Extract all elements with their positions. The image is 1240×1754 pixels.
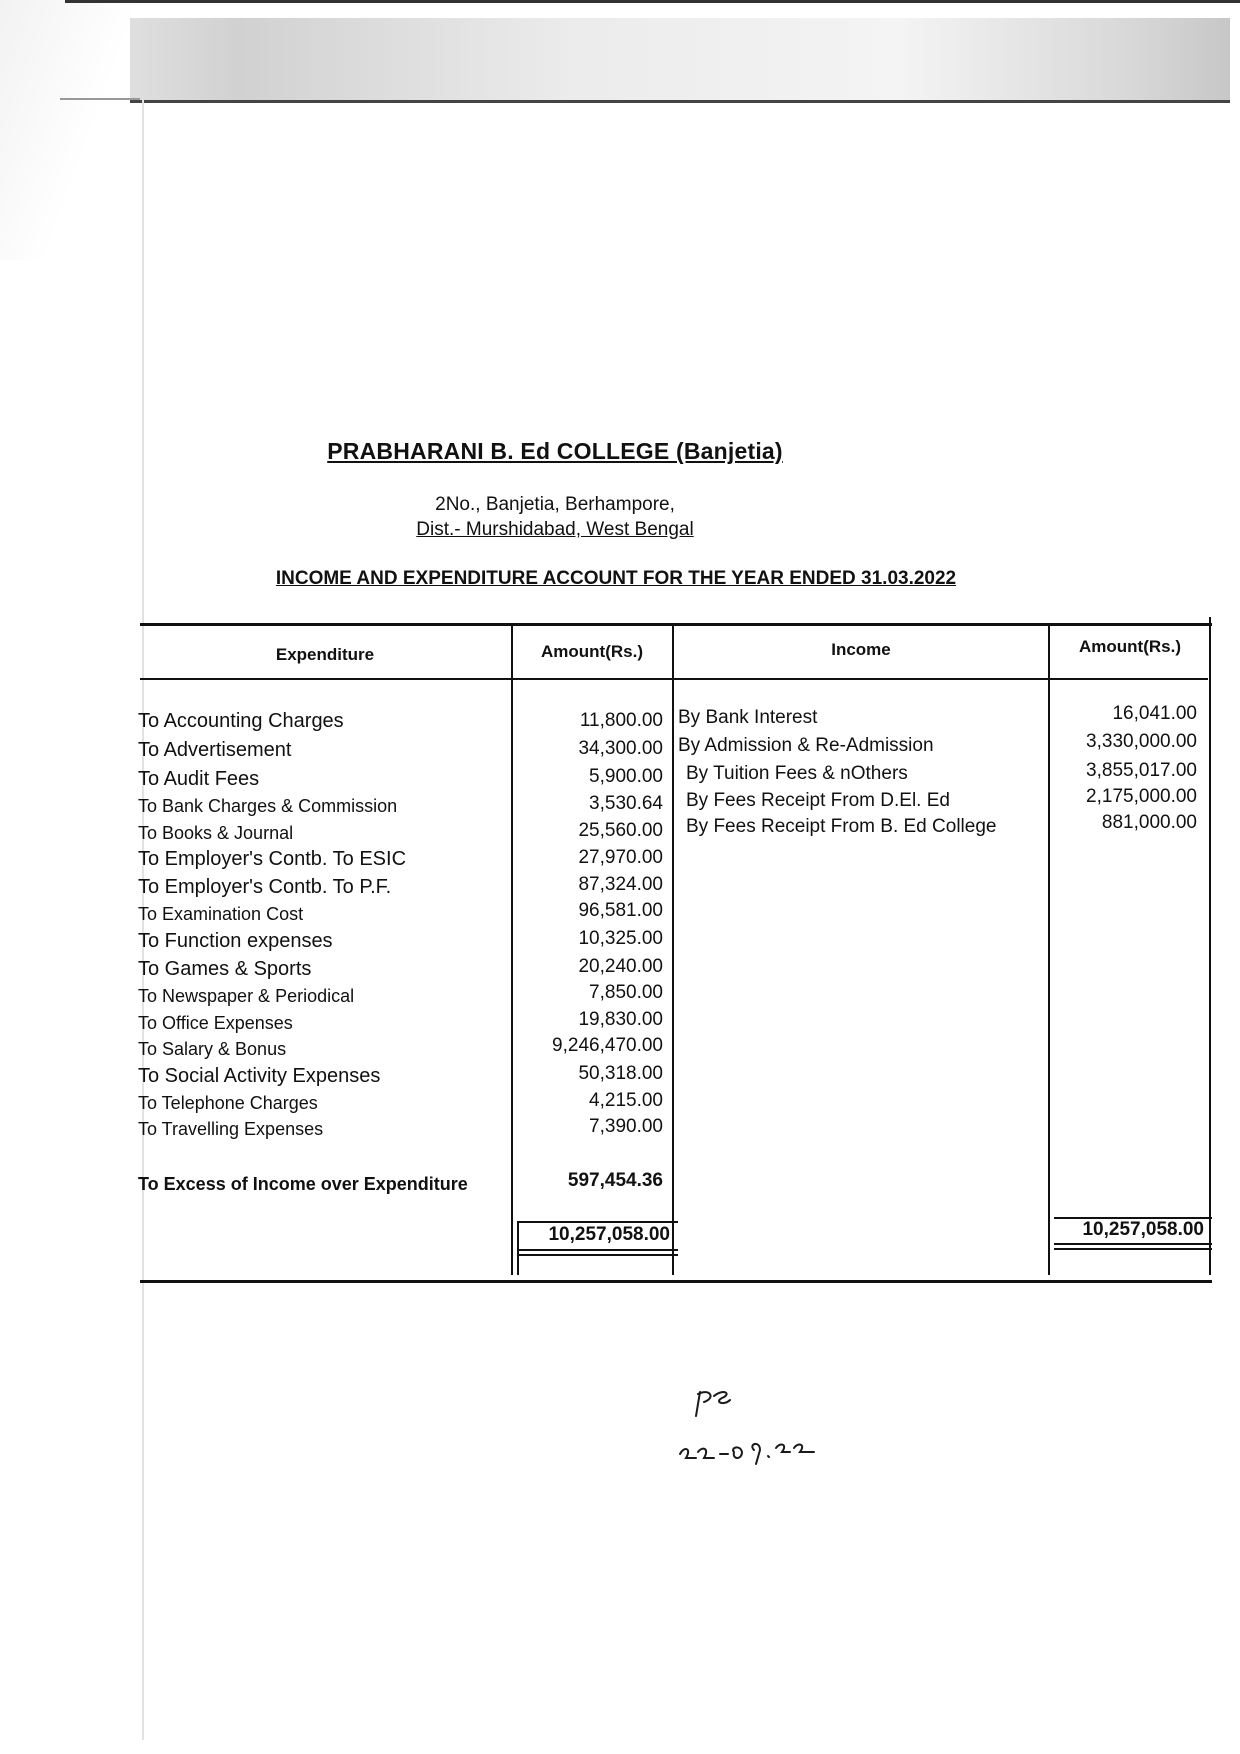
- exp-total-left: [517, 1221, 519, 1275]
- income-amount: 881,000.00: [1101, 812, 1197, 833]
- expenditure-amount: 27,970.00: [578, 847, 663, 868]
- statement-title: INCOME AND EXPENDITURE ACCOUNT FOR THE YEAR ENDED 31.03.2022: [275, 568, 957, 589]
- exp-total-underline-2: [518, 1254, 678, 1256]
- inc-total-underline-2: [1054, 1248, 1212, 1250]
- expenditure-amount: 20,240.00: [578, 956, 663, 977]
- expenditure-amount: 19,830.00: [578, 1009, 663, 1030]
- header-expenditure: Expenditure: [275, 645, 375, 664]
- scan-shadow-corner: [0, 0, 140, 260]
- income-amount: 3,330,000.00: [1086, 731, 1197, 752]
- header-income-amount: Amount(Rs.): [1079, 637, 1181, 656]
- expenditure-label: To Travelling Expenses: [138, 1119, 324, 1139]
- expenditure-amount: 7,390.00: [589, 1116, 663, 1137]
- income-amount: 2,175,000.00: [1086, 786, 1197, 807]
- expenditure-label: To Accounting Charges: [138, 710, 344, 732]
- income-label: By Fees Receipt From D.El. Ed: [686, 790, 950, 811]
- scan-shadow-band: [130, 18, 1230, 102]
- expenditure-amount: 96,581.00: [578, 900, 663, 921]
- expenditure-label: To Telephone Charges: [138, 1093, 318, 1113]
- scan-band-edge: [130, 100, 1230, 103]
- income-amount: 3,855,017.00: [1086, 760, 1197, 781]
- expenditure-amount: 87,324.00: [578, 874, 663, 895]
- inc-total-underline-1: [1054, 1243, 1212, 1245]
- excess-label: To Excess of Income over Expenditure: [138, 1174, 468, 1194]
- expenditure-amount: 5,900.00: [589, 766, 663, 787]
- handwritten-signature: [670, 1370, 840, 1470]
- expenditure-amount: 11,800.00: [579, 710, 663, 731]
- column-divider-2: [672, 625, 674, 1275]
- income-total: 10,257,058.00: [1082, 1219, 1204, 1240]
- expenditure-amount: 34,300.00: [578, 738, 663, 759]
- college-name: PRABHARANI B. Ed COLLEGE (Banjetia): [327, 438, 783, 464]
- expenditure-label: To Office Expenses: [138, 1013, 293, 1033]
- header-expenditure-amount: Amount(Rs.): [541, 642, 643, 661]
- expenditure-label: To Audit Fees: [138, 768, 260, 790]
- expenditure-label: To Games & Sports: [138, 958, 312, 980]
- expenditure-total: 10,257,058.00: [548, 1224, 670, 1245]
- expenditure-label: To Books & Journal: [138, 823, 294, 843]
- exp-total-top-line: [518, 1221, 678, 1223]
- table-right-border: [1209, 617, 1211, 1275]
- expenditure-label: To Examination Cost: [138, 904, 304, 924]
- expenditure-label: To Bank Charges & Commission: [138, 796, 398, 816]
- expenditure-label: To Employer's Contb. To P.F.: [138, 876, 392, 898]
- table-top-border: [140, 623, 1212, 626]
- expenditure-amount: 10,325.00: [578, 928, 663, 949]
- address-line-2: Dist.- Murshidabad, West Bengal: [416, 519, 694, 540]
- income-label: By Tuition Fees & nOthers: [686, 763, 908, 784]
- expenditure-label: To Function expenses: [138, 930, 333, 952]
- header-income: Income: [831, 640, 891, 659]
- excess-amount: 597,454.36: [567, 1170, 663, 1191]
- scan-edge-line: [65, 0, 1240, 3]
- expenditure-label: To Employer's Contb. To ESIC: [138, 848, 407, 870]
- expenditure-amount: 9,246,470.00: [552, 1035, 663, 1056]
- expenditure-label: To Advertisement: [138, 739, 292, 761]
- expenditure-amount: 4,215.00: [589, 1090, 663, 1111]
- income-amount: 16,041.00: [1112, 703, 1197, 724]
- scan-corner-line: [60, 98, 140, 100]
- expenditure-label: To Newspaper & Periodical: [138, 986, 355, 1006]
- expenditure-amount: 7,850.00: [589, 982, 663, 1003]
- income-label: By Fees Receipt From B. Ed College: [686, 816, 997, 837]
- address-line-1: 2No., Banjetia, Berhampore,: [435, 494, 675, 515]
- table-bottom-border: [140, 1280, 1212, 1283]
- income-label: By Bank Interest: [678, 707, 818, 728]
- expenditure-label: To Social Activity Expenses: [138, 1065, 381, 1087]
- income-label: By Admission & Re-Admission: [678, 735, 934, 756]
- expenditure-label: To Salary & Bonus: [138, 1039, 287, 1059]
- exp-total-underline-1: [518, 1249, 678, 1251]
- expenditure-amount: 3,530.64: [589, 793, 663, 814]
- expenditure-amount: 50,318.00: [578, 1063, 663, 1084]
- expenditure-amount: 25,560.00: [578, 820, 663, 841]
